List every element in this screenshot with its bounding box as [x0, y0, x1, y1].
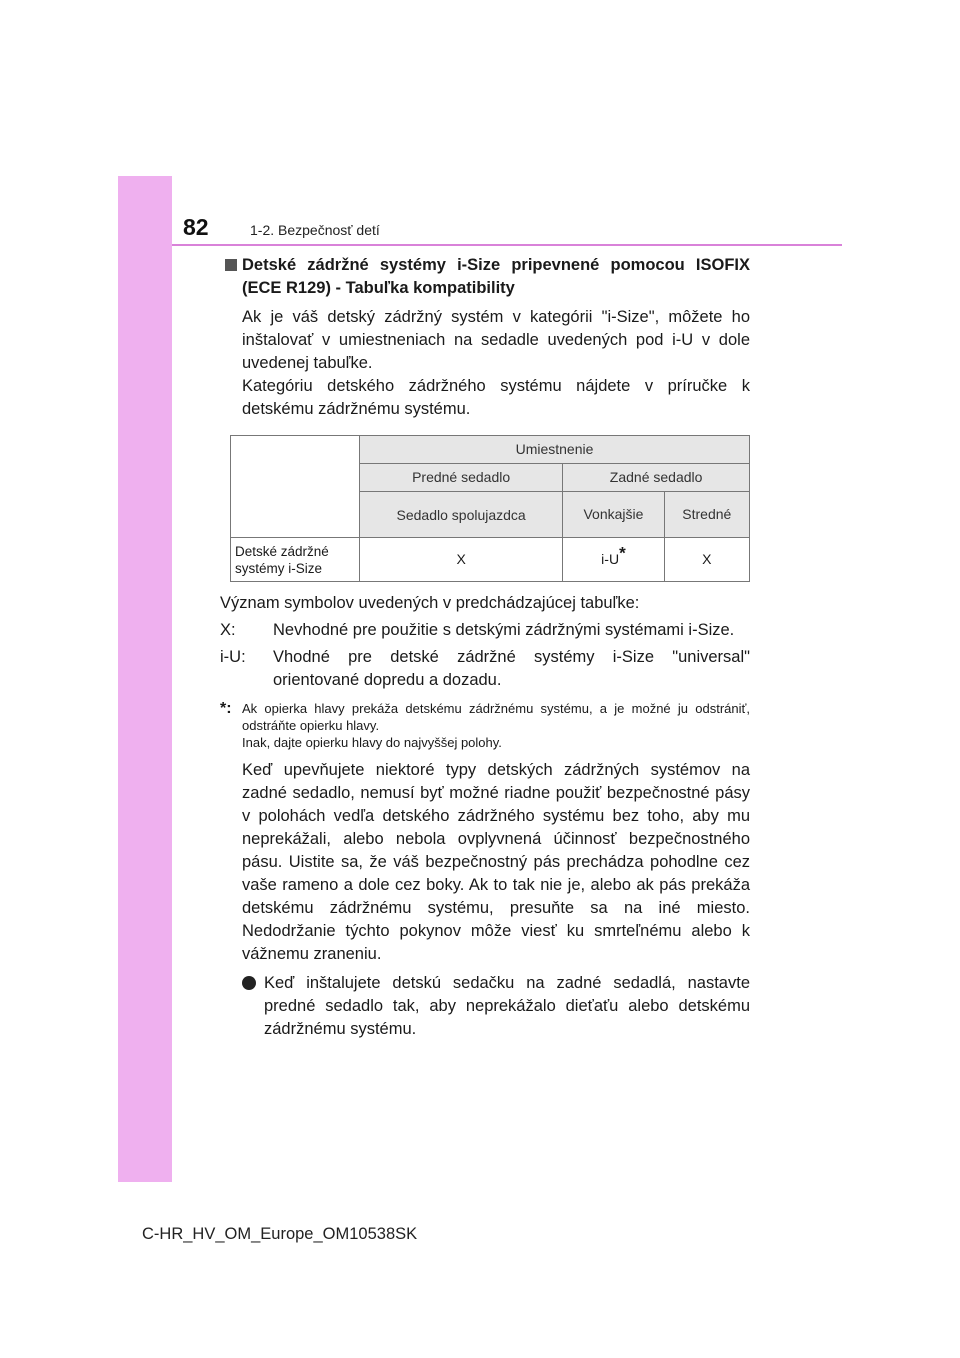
document-id: C-HR_HV_OM_Europe_OM10538SK — [142, 1225, 418, 1243]
legend-intro: Význam symbolov uvedených v predchádzajúcej tabuľke: — [220, 594, 640, 612]
footnote — [220, 700, 750, 751]
row-label: Detské zádržné systémy i-Size — [231, 538, 360, 582]
table-cell: i-U* — [563, 538, 664, 582]
rear-seat-header: Zadné sedadlo — [563, 464, 750, 492]
page-content — [220, 254, 750, 1041]
square-bullet-icon — [225, 259, 237, 271]
outboard-header: Vonkajšie — [563, 492, 664, 538]
header-rule — [172, 244, 842, 246]
intro-paragraph: Kategóriu detského zádržného systému nájdete v príručke k detskému zádržnému systému. — [242, 377, 750, 418]
legend-term: i-U: — [220, 648, 246, 666]
front-seat-header: Predné sedadlo — [360, 464, 563, 492]
legend-desc: Nevhodné pre použitie s detskými zádržnými systémami i-Size. — [273, 621, 735, 639]
side-color-band — [118, 176, 172, 1182]
legend-term: X: — [220, 621, 236, 639]
legend-item — [220, 646, 750, 692]
table-cell: X — [664, 538, 749, 582]
heading-text: Detské zádržné systémy i-Size pripevnené pomocou ISOFIX (ECE R129) - Tabuľka kompatibility — [242, 256, 750, 297]
asterisk-mark: * — [619, 543, 626, 563]
passenger-seat-header: Sedadlo spolujazdca — [360, 492, 563, 538]
legend-desc: Vhodné pre detské zádržné systémy i-Size "universal" orientované dopredu a dozadu. — [273, 648, 750, 689]
warning-paragraph: Keď upevňujete niektoré typy detských zádržných systémov na zadné sedadlo, nemusí byť možné riadne použiť bezpečnostné pásy v polohách vedľa detského zádržného systému bez toho, aby mu neprekážali, alebo nebola ovplyvnená účinnosť bezpečnostného pásu. Uistite sa, že váš bezpečnostný pás prechádza pohodlne cez vaše rameno a dole cez boky. Ak to tak nie je, alebo ak pás prekáža detskému zádržnému systému, presuňte sa na iné miesto. Nedodržanie týchto pokynov môže viesť ku smrteľnému alebo k vážnemu zraneniu. — [242, 761, 750, 963]
table-cell: X — [360, 538, 563, 582]
intro-paragraph: Ak je váš detský zádržný systém v kategórii "i-Size", môžete ho inštalovať v umiestneniach na sedadle uvedených pod i-U v dole uvedenej tabuľke. — [242, 308, 750, 372]
empty-corner-cell — [231, 436, 360, 538]
page-number: 82 — [183, 214, 209, 240]
center-header: Stredné — [664, 492, 749, 538]
footnote-body — [242, 700, 750, 751]
compatibility-table — [230, 435, 750, 582]
filled-circle-bullet-icon — [242, 976, 256, 990]
section-heading — [220, 254, 750, 300]
placement-header: Umiestnenie — [360, 436, 750, 464]
bullet-text: Keď inštalujete detskú sedačku na zadné sedadlá, nastavte predné sedadlo tak, aby neprekážalo dieťaťu alebo detskému zádržnému systému. — [264, 974, 750, 1038]
bullet-item — [220, 972, 750, 1041]
footnote-text: Ak opierka hlavy prekáža detskému zádržnému systému, a je možné ju odstrániť, odstráňte opierku hlavy. — [242, 701, 750, 733]
footnote-text: Inak, dajte opierku hlavy do najvyššej polohy. — [242, 735, 502, 750]
footnote-mark: *: — [220, 700, 232, 717]
section-title: 1-2. Bezpečnosť detí — [250, 222, 380, 238]
legend-item — [220, 619, 750, 642]
